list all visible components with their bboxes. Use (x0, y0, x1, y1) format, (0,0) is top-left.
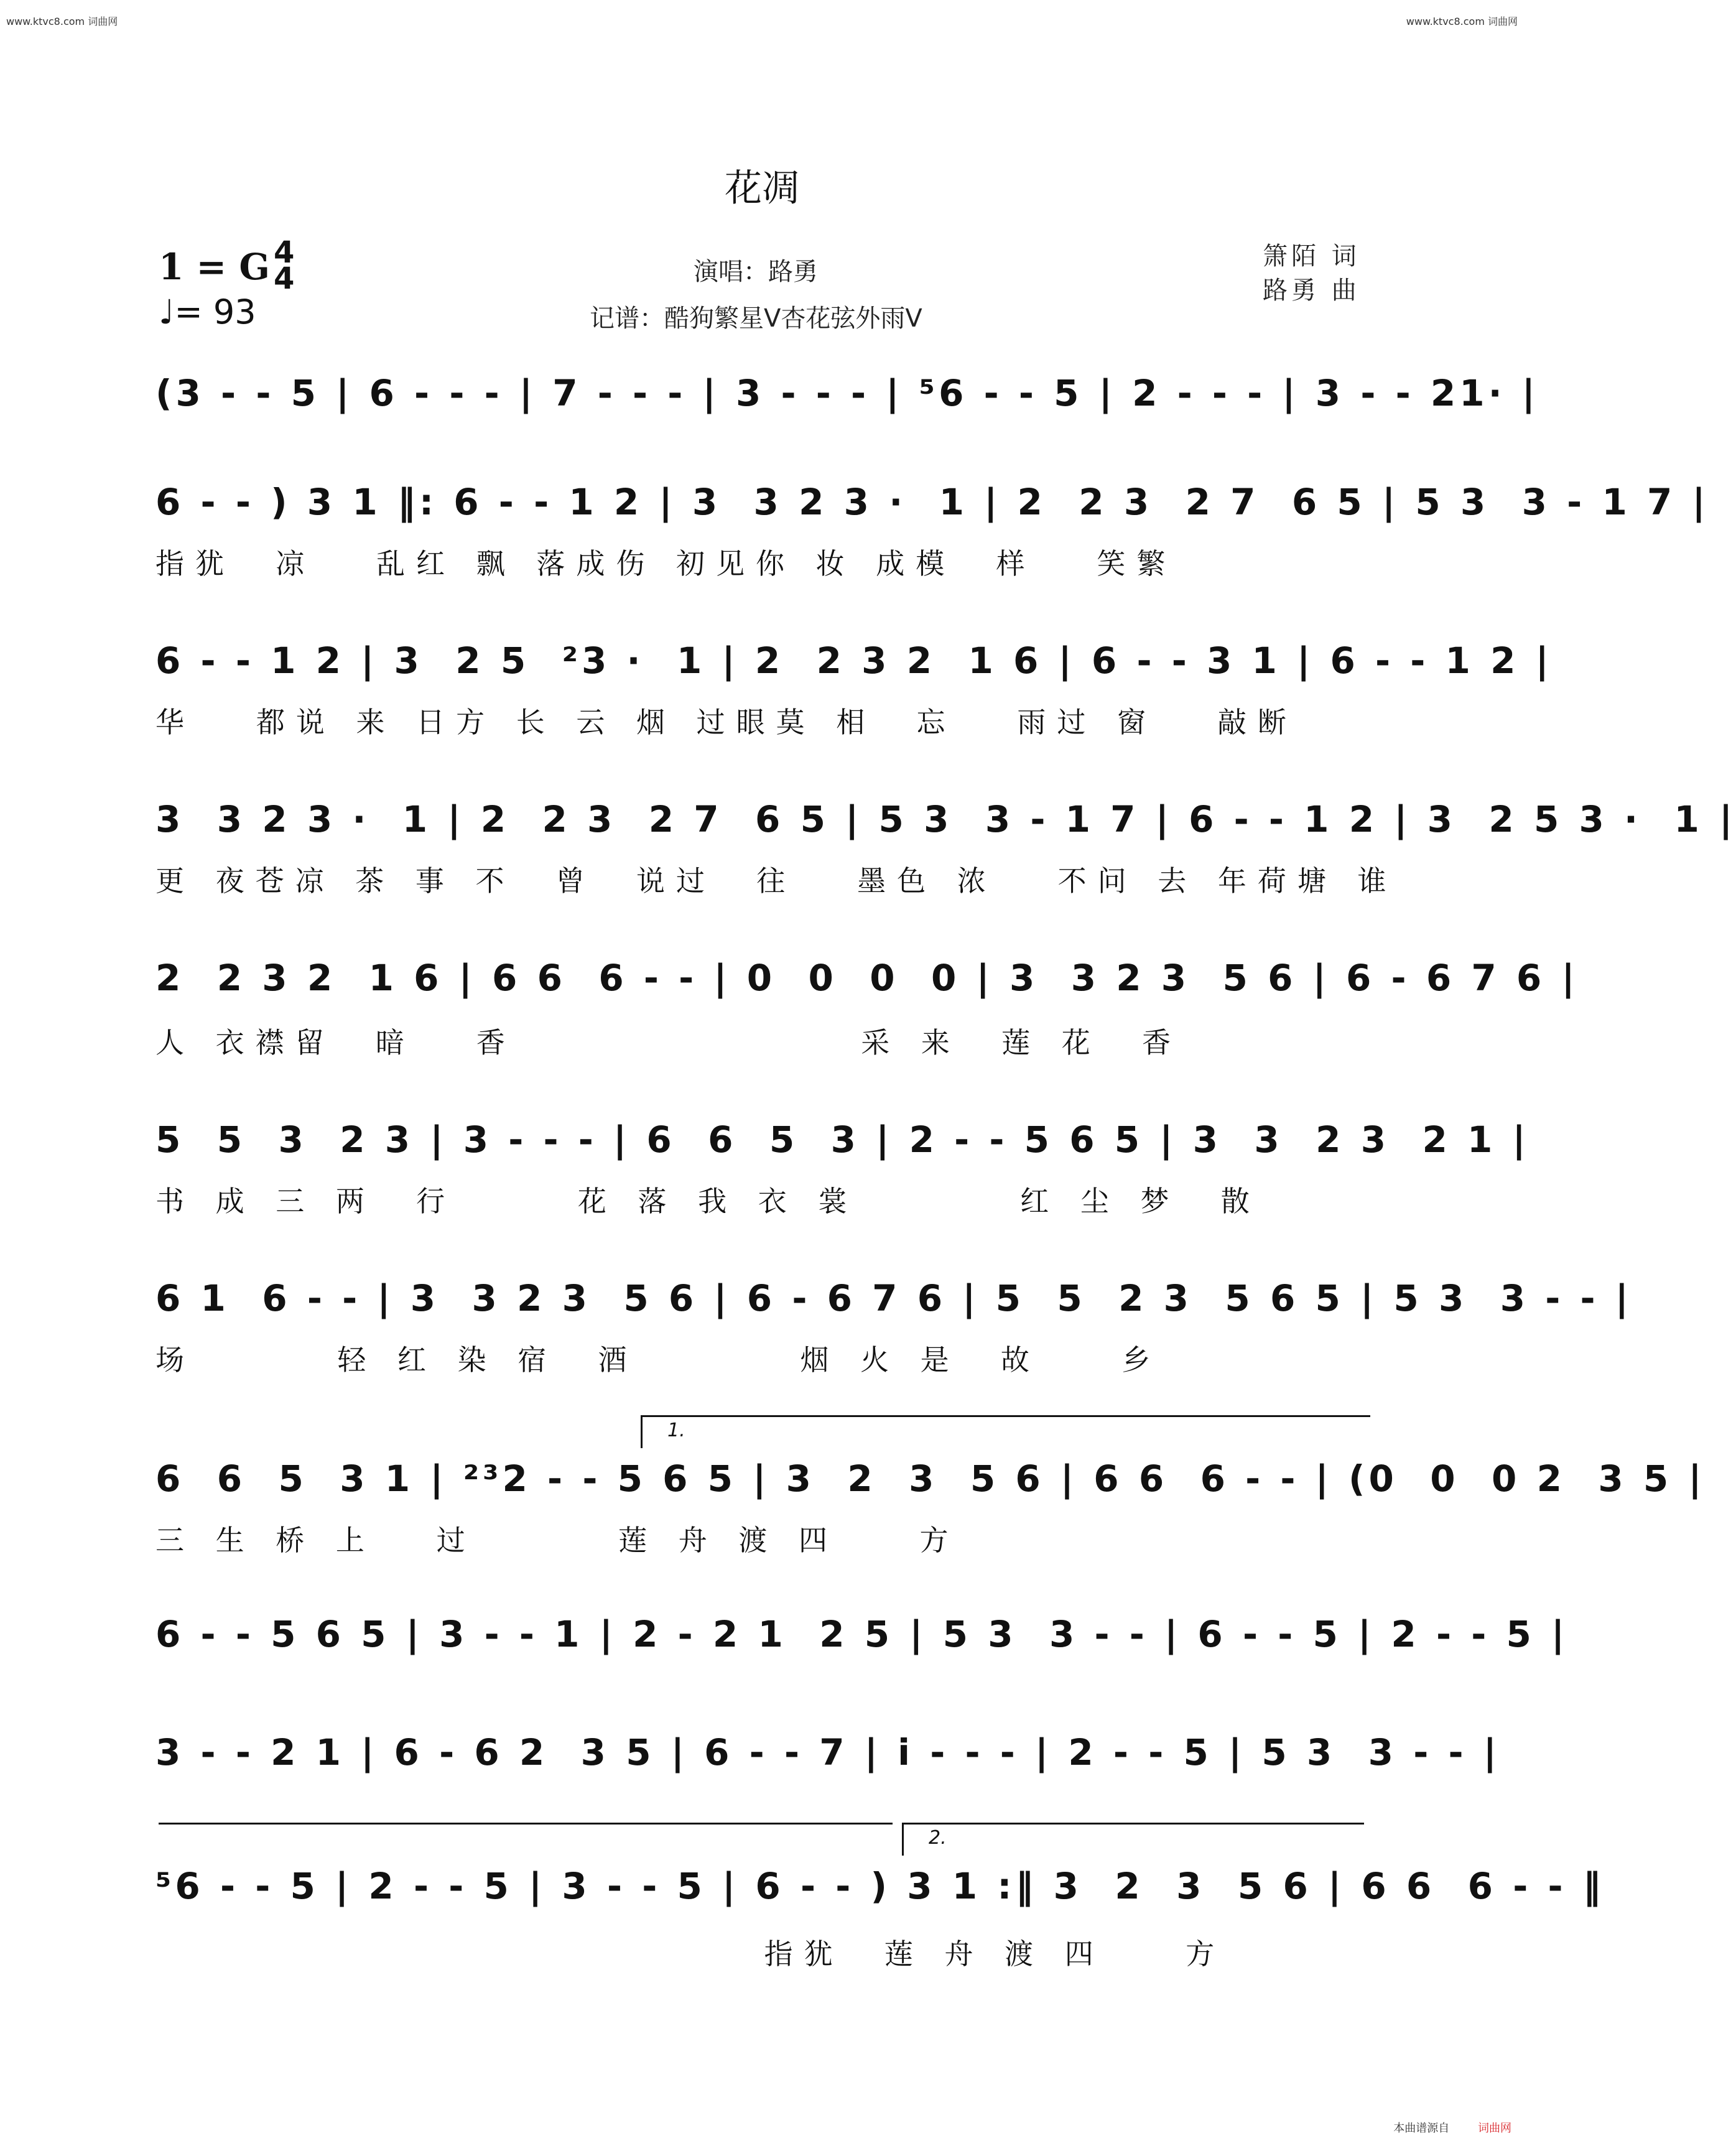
staff-4 (155, 784, 1736, 852)
staff-notes: 2 2 3 2 1 6 | 6 6 6 - - | 0 0 0 0 | 3 3 2 3 5 6 | 6 - 6 7 6 | (155, 957, 1579, 999)
site-watermark-right: www.ktvc8.com 词曲网 (1406, 16, 1518, 27)
staff-notes: 6 - - 1 2 | 3 2 5 ²3 · 1 | 2 2 3 2 1 6 | 6 - - 3 1 | 6 - - 1 2 | (155, 639, 1553, 682)
lyrics-line: 更 夜苍凉 茶 事 不 曾 说过 往 墨色 浓 不问 去 年荷塘 谁 (155, 864, 1398, 898)
staff-notes: (3 - - 5 | 6 - - - | 7 - - - | 3 - - - | ⁵6 - - 5 | 2 - - - | 3 - - 21· | (155, 372, 1539, 414)
staff-1 (155, 358, 1539, 426)
staff-notes: 6 6 5 3 1 | ²³2 - - 5 6 5 | 3 2 3 5 6 | 6 6 6 - - | (0 0 0 2 3 5 | (155, 1457, 1706, 1500)
lyrics-line: 指犹 莲 舟 渡 四 方 (155, 1937, 1226, 1971)
staff-notes: ⁵6 - - 5 | 2 - - 5 | 3 - - 5 | 6 - - ) 3 1 :‖ 3 2 3 5 6 | 6 6 6 - - ‖ (155, 1865, 1605, 1907)
staff-9 (155, 1599, 1569, 1667)
staff-8 (155, 1443, 1706, 1512)
song-title: 花凋 (725, 167, 799, 210)
staff-notes: 6 - - 5 6 5 | 3 - - 1 | 2 - 2 1 2 5 | 5 3 3 - - | 6 - - 5 | 2 - - 5 | (155, 1613, 1569, 1655)
staff-notes: 3 3 2 3 · 1 | 2 2 3 2 7 6 5 | 5 3 3 - 1 7 | 6 - - 1 2 | 3 2 5 3 · 1 | (155, 798, 1736, 840)
staff-notes: 5 5 3 2 3 | 3 - - - | 6 6 5 3 | 2 - - 5 6 5 | 3 3 2 3 2 1 | (155, 1118, 1529, 1161)
staff-notes: 6 1 6 - - | 3 3 2 3 5 6 | 6 - 6 7 6 | 5 5 2 3 5 6 5 | 5 3 3 - - | (155, 1277, 1632, 1319)
lyrics-line: 华 都说 来 日方 长 云 烟 过眼莫 相 忘 雨过 窗 敲断 (155, 705, 1297, 739)
staff-2 (155, 467, 1709, 535)
lyrics-line: 场 轻 红 染 宿 酒 烟 火 是 故 乡 (155, 1343, 1162, 1377)
repeat-line (159, 1823, 893, 1825)
staff-6 (155, 1104, 1529, 1173)
time-signature-bottom: 4 (274, 261, 295, 296)
transcriber-credit: 记谱：酷狗繁星V杏花弦外雨V (590, 304, 922, 333)
staff-notes: 3 - - 2 1 | 6 - 6 2 3 5 | 6 - - 7 | i - - - | 2 - - 5 | 5 3 3 - - | (155, 1731, 1500, 1773)
staff-notes: 6 - - ) 3 1 ‖: 6 - - 1 2 | 3 3 2 3 · 1 | 2 2 3 2 7 6 5 | 5 3 3 - 1 7 | (155, 481, 1709, 523)
lyrics-line: 指犹 凉 乱红 飘 落成伤 初见你 妆 成模 样 笑繁 (155, 547, 1177, 580)
footer-source-text: 本曲谱源自 (1393, 2122, 1450, 2135)
composer-credit: 路勇 曲 (1263, 276, 1360, 305)
lyricist-credit: 箫陌 词 (1263, 242, 1360, 271)
first-ending-number: 1. (667, 1420, 685, 1441)
site-watermark-left: www.ktvc8.com 词曲网 (6, 16, 118, 27)
time-signature (274, 235, 295, 296)
staff-10 (155, 1717, 1500, 1785)
time-signature-top: 4 (274, 235, 295, 270)
staff-3 (155, 625, 1553, 694)
tempo-marking: ♩= 93 (159, 292, 256, 332)
staff-11 (155, 1851, 1605, 1919)
staff-7 (155, 1263, 1632, 1331)
lyrics-line: 书 成 三 两 行 花 落 我 衣 裳 红 尘 梦 散 (155, 1184, 1261, 1218)
footer-source (1393, 2119, 1511, 2136)
second-ending-number: 2. (929, 1827, 947, 1849)
key-signature: 1 = G (159, 246, 270, 288)
staff-5 (155, 942, 1579, 1011)
lyrics-line: 三 生 桥 上 过 莲 舟 渡 四 方 (155, 1523, 960, 1557)
singer-credit: 演唱：路勇 (694, 258, 818, 286)
footer-site-link[interactable]: 词曲网 (1478, 2122, 1511, 2135)
lyrics-line: 人 衣襟留 暗 香 采 来 莲 花 香 (155, 1026, 1182, 1059)
